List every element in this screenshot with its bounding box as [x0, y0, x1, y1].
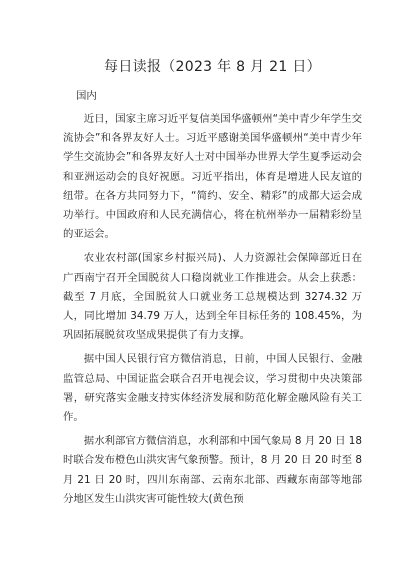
paragraph-1: 近日，国家主席习近平复信美国华盛顿州“美中青少年学生交流协会”和各界友好人士。习近平感谢美国华盛顿州“美中青少年学生交流协会”和各界友好人士对中国举办世界大学生夏季运动会和亚洲运动会的良好祝愿。习近平指出，体育是增进人民友谊的纽带。在各方共同努力下，“简约、安全、精彩”的成都大运会成功举行。中国政府和人民充满信心，将在杭州举办一届精彩纷呈的亚运会。: [63, 113, 362, 241]
section-heading: 国内: [76, 90, 97, 102]
document-title: 每日读报（2023 年 8 月 21 日）: [104, 59, 321, 75]
paragraph-2: 农业农村部(国家乡村振兴局)、人力资源社会保障部近日在广西南宁召开全国脱贫人口稳岗就业工作推进会。从会上获悉：截至 7 月底，全国脱贫人口就业务工总规模达到 3274.32 万人，同比增加 34.79 万人，达到全年目标任务的 108.45%，为巩固拓展脱贫攻坚成果提供了有力支撑。: [63, 252, 362, 342]
paragraph-3: 据中国人民银行官方微信消息，日前，中国人民银行、金融监管总局、中国证监会联合召开电视会议，学习贯彻中央决策部署，研究落实金融支持实体经济发展和防范化解金融风险有关工作。: [63, 353, 362, 424]
paragraph-4: 据水利部官方微信消息，水利部和中国气象局 8 月 20 日 18 时联合发布橙色山洪灾害气象预警。预计，8 月 20 日 20 时至 8 月 21 日 20 时，四川东南部、云南东北部、西藏东南部等地部分地区发生山洪灾害可能性较大(黄色预: [63, 435, 362, 505]
